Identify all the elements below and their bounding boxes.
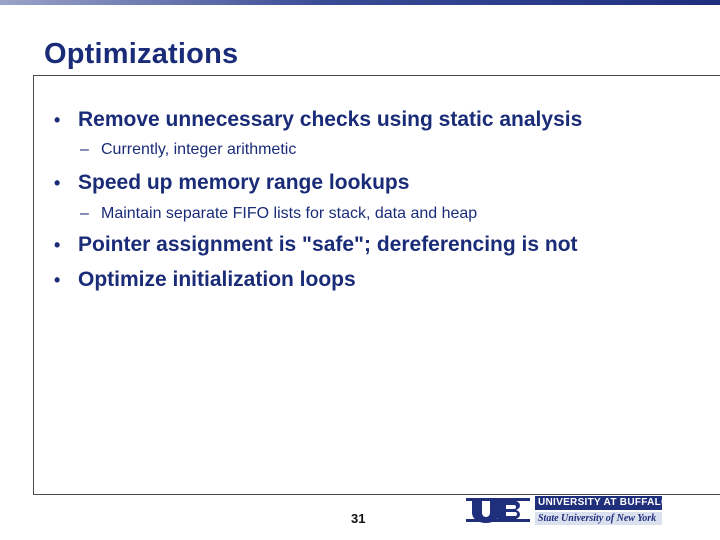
- dash-icon: –: [80, 141, 89, 158]
- left-divider: [33, 75, 34, 495]
- university-subtitle: State University of New York: [535, 512, 662, 525]
- dash-icon: –: [80, 205, 89, 222]
- sub-bullet-item: [80, 205, 477, 223]
- sub-bullet-item: [80, 141, 296, 159]
- bullet-icon: •: [54, 270, 61, 290]
- bullet-text: Pointer assignment is "safe"; dereferencing is not: [78, 233, 578, 256]
- page-number: 31: [351, 511, 366, 526]
- bullet-item: [54, 233, 578, 257]
- bullet-icon: •: [54, 235, 61, 255]
- bottom-divider: [33, 494, 720, 495]
- bullet-text: Optimize initialization loops: [78, 268, 356, 291]
- ub-logo-icon: [466, 495, 530, 525]
- sub-bullet-text: Currently, integer arithmetic: [101, 141, 297, 158]
- sub-bullet-text: Maintain separate FIFO lists for stack, data and heap: [101, 205, 478, 222]
- bullet-text: Remove unnecessary checks using static analysis: [78, 108, 583, 131]
- bullet-icon: •: [54, 110, 61, 130]
- bullet-text: Speed up memory range lookups: [78, 171, 410, 194]
- title-divider: [33, 75, 720, 76]
- university-name: UNIVERSITY AT BUFFALO: [535, 496, 662, 510]
- bullet-icon: •: [54, 173, 61, 193]
- top-gradient-bar: [0, 0, 720, 5]
- bullet-item: [54, 108, 582, 132]
- slide-title: Optimizations: [44, 38, 239, 70]
- bullet-item: [54, 268, 356, 292]
- bullet-item: [54, 171, 409, 195]
